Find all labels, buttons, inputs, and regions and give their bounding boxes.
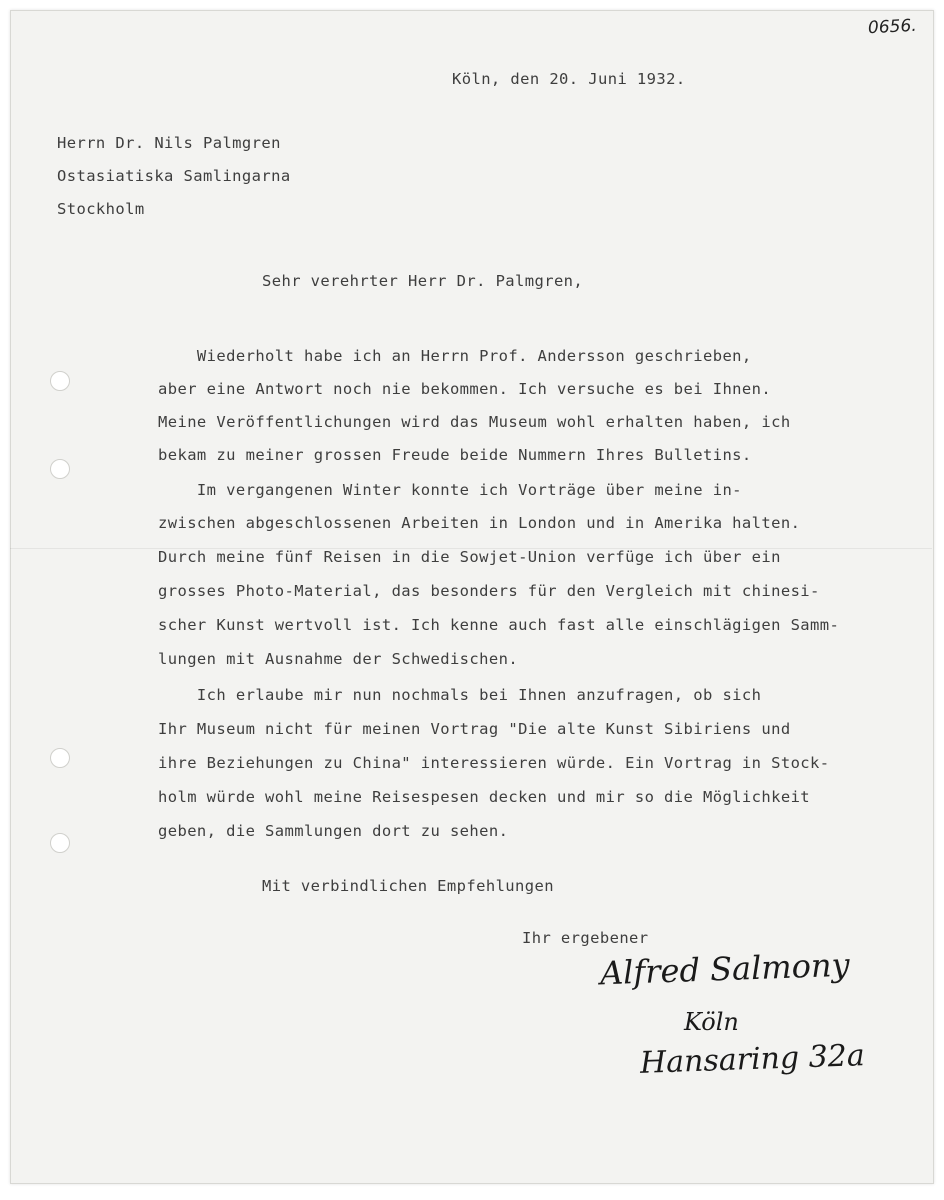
body-line: Meine Veröffentlichungen wird das Museum wohl erhalten haben, ich xyxy=(158,413,791,431)
body-line: Ihr Museum nicht für meinen Vortrag "Die alte Kunst Sibiriens und xyxy=(158,720,791,738)
handwritten-signature: Alfred Salmony xyxy=(599,945,851,993)
body-line: Durch meine fünf Reisen in die Sowjet-Union verfüge ich über ein xyxy=(158,548,781,566)
handwritten-street: Hansaring 32a xyxy=(639,1038,866,1081)
body-line: zwischen abgeschlossenen Arbeiten in London und in Amerika halten. xyxy=(158,514,801,532)
punch-hole xyxy=(50,748,70,768)
salutation: Sehr verehrter Herr Dr. Palmgren, xyxy=(262,272,584,290)
body-line: aber eine Antwort noch nie bekommen. Ich versuche es bei Ihnen. xyxy=(158,380,772,398)
body-line: lungen mit Ausnahme der Schwedischen. xyxy=(158,650,519,668)
archive-page-number: 0656. xyxy=(867,15,918,39)
body-line: holm würde wohl meine Reisespesen decken und mir so die Möglichkeit xyxy=(158,788,811,806)
body-line: Im vergangenen Winter konnte ich Vorträge über meine in- xyxy=(158,481,742,499)
recipient-name: Herrn Dr. Nils Palmgren xyxy=(57,134,281,152)
body-line: geben, die Sammlungen dort zu sehen. xyxy=(158,822,509,840)
body-line: Ich erlaube mir nun nochmals bei Ihnen anzufragen, ob sich xyxy=(158,686,762,704)
recipient-city: Stockholm xyxy=(57,200,145,218)
punch-hole xyxy=(50,459,70,479)
body-line: grosses Photo-Material, das besonders für den Vergleich mit chinesi- xyxy=(158,582,820,600)
punch-hole xyxy=(50,371,70,391)
recipient-institution: Ostasiatiska Samlingarna xyxy=(57,167,291,185)
body-line: scher Kunst wertvoll ist. Ich kenne auch fast alle einschlägigen Samm- xyxy=(158,616,840,634)
closing: Mit verbindlichen Empfehlungen xyxy=(262,877,554,895)
body-line: ihre Beziehungen zu China" interessieren würde. Ein Vortrag in Stock- xyxy=(158,754,830,772)
punch-hole xyxy=(50,833,70,853)
dateline: Köln, den 20. Juni 1932. xyxy=(452,70,686,88)
handwritten-city: Köln xyxy=(684,1008,739,1036)
complimentary-close: Ihr ergebener xyxy=(522,929,649,947)
body-line: Wiederholt habe ich an Herrn Prof. Andersson geschrieben, xyxy=(158,347,752,365)
body-line: bekam zu meiner grossen Freude beide Nummern Ihres Bulletins. xyxy=(158,446,752,464)
